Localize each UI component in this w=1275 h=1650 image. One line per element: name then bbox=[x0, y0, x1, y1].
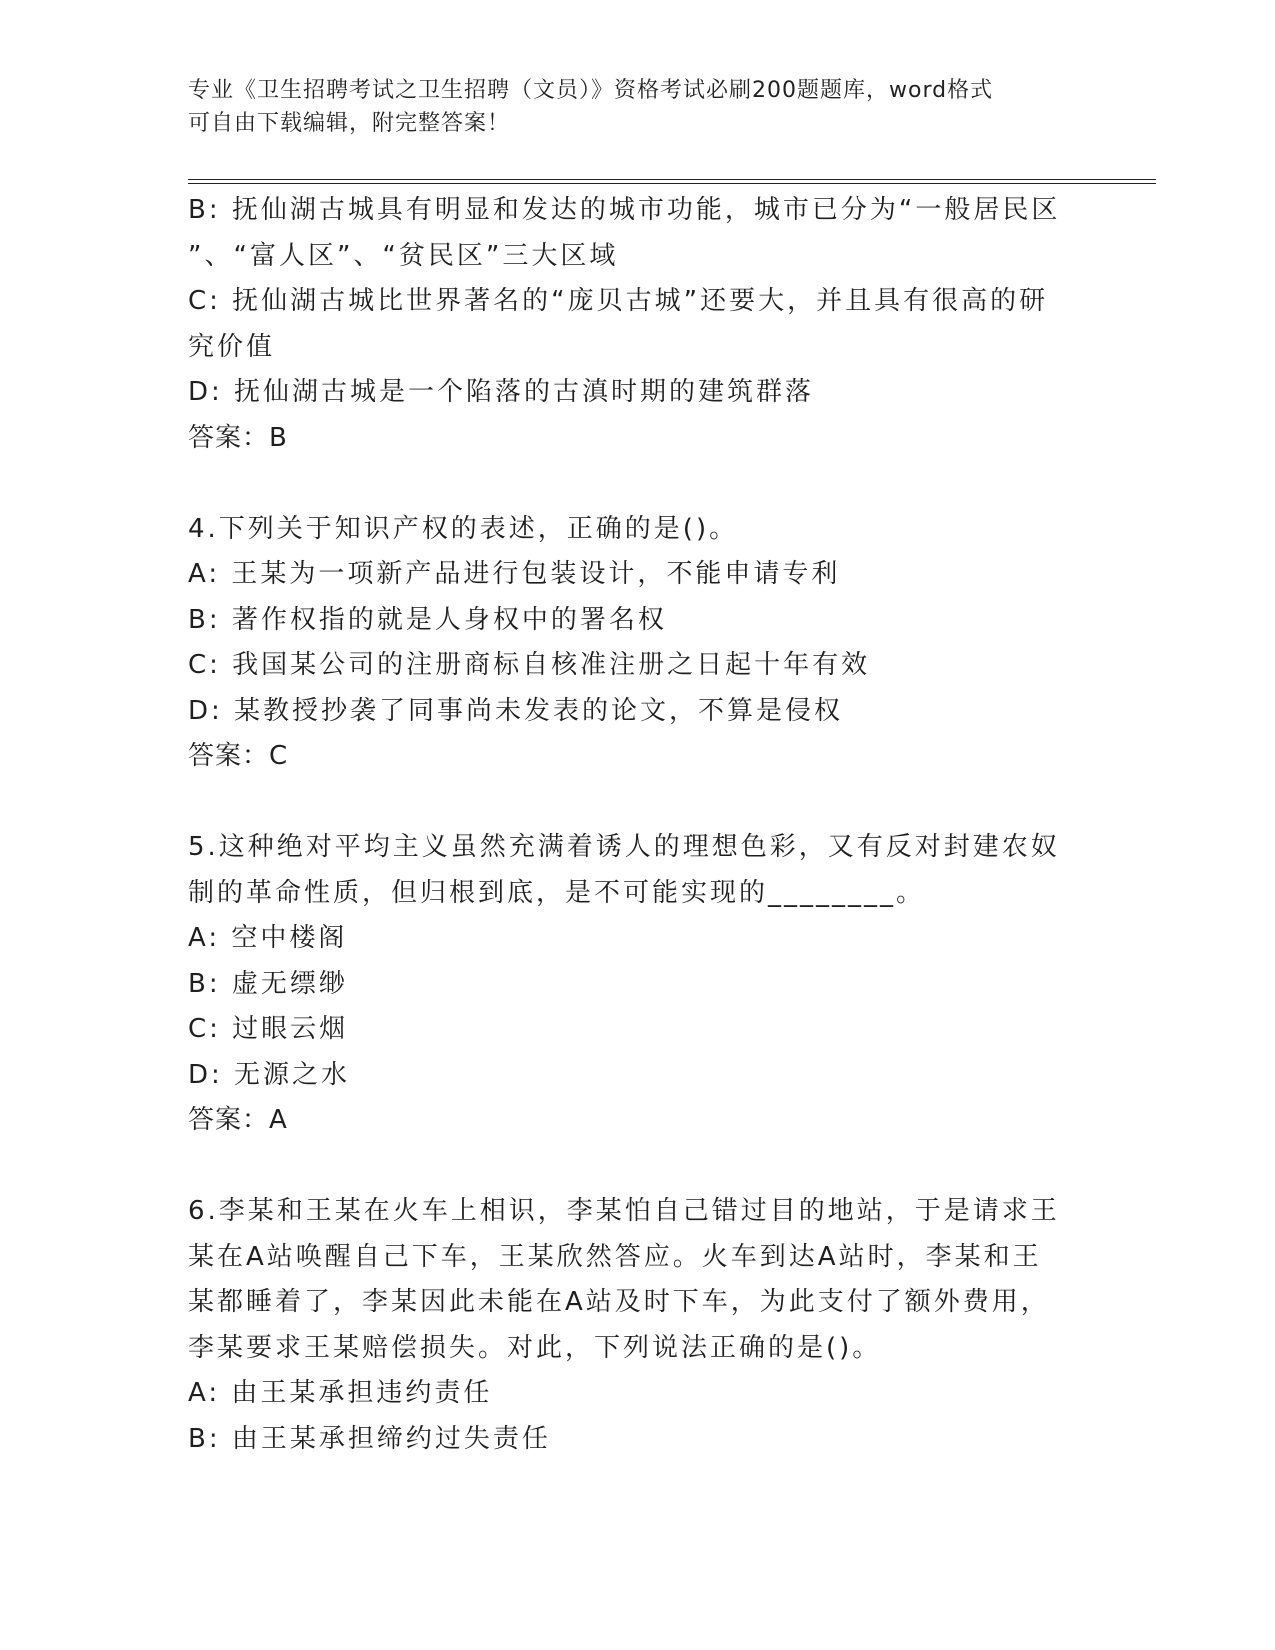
option-d: D: 抚仙湖古城是一个陷落的古滇时期的建筑群落 bbox=[188, 377, 815, 407]
question-stem: 4.下列关于知识产权的表述，正确的是()。 bbox=[188, 513, 739, 544]
document-body bbox=[188, 188, 1088, 1462]
header-divider-top bbox=[188, 179, 1156, 180]
option-d: D: 无源之水 bbox=[188, 1059, 351, 1090]
spacer bbox=[188, 461, 1088, 507]
header-line-1: 专业《卫生招聘考试之卫生招聘（文员）》资格考试必刷200题题库，word格式 bbox=[188, 78, 994, 103]
question-stem-line-2: 某在A站唤醒自己下车，王某欣然答应。火车到达A站时，李某和王 bbox=[188, 1241, 1042, 1272]
option-a: A: 王某为一项新产品进行包装设计，不能申请专利 bbox=[188, 559, 841, 589]
question-stem-line-3: 某都睡着了，李某因此未能在A站及时下车，为此支付了额外费用， bbox=[188, 1287, 1050, 1317]
question-6 bbox=[188, 1189, 1088, 1462]
document-header bbox=[188, 74, 1068, 140]
spacer bbox=[188, 780, 1088, 826]
option-a: A: 空中楼阁 bbox=[188, 923, 348, 953]
option-c-line-1: C: 抚仙湖古城比世界著名的“庞贝古城”还要大，并且具有很高的研 bbox=[188, 286, 1049, 316]
answer: 答案：C bbox=[188, 741, 289, 771]
option-a: A: 由王某承担违约责任 bbox=[188, 1378, 493, 1408]
question-5 bbox=[188, 825, 1088, 1144]
answer: 答案：B bbox=[188, 422, 288, 453]
spacer bbox=[188, 1144, 1088, 1190]
answer: 答案：A bbox=[188, 1105, 288, 1135]
option-c-line-2: 究价值 bbox=[188, 331, 276, 362]
option-b-line-2: ”、“富人区”、“贫民区”三大区域 bbox=[188, 240, 619, 271]
question-4 bbox=[188, 507, 1088, 780]
question-stem-line-1: 5.这种绝对平均主义虽然充满着诱人的理想色彩，又有反对封建农奴 bbox=[188, 832, 1060, 862]
question-stem-line-4: 李某要求王某赔偿损失。对此，下列说法正确的是()。 bbox=[188, 1332, 882, 1363]
option-c: C: 过眼云烟 bbox=[188, 1014, 349, 1044]
header-divider-bottom bbox=[188, 183, 1156, 184]
question-stem-line-2: 制的革命性质，但归根到底，是不可能实现的________。 bbox=[188, 877, 926, 908]
question-stem-line-1: 6.李某和王某在火车上相识，李某怕自己错过目的地站，于是请求王 bbox=[188, 1196, 1060, 1226]
option-b: B: 由王某承担缔约过失责任 bbox=[188, 1423, 551, 1454]
option-b-line-1: B: 抚仙湖古城具有明显和发达的城市功能，城市已分为“一般居民区 bbox=[188, 195, 1061, 225]
header-line-2: 可自由下载编辑，附完整答案！ bbox=[188, 111, 511, 136]
option-c: C: 我国某公司的注册商标自核准注册之日起十年有效 bbox=[188, 650, 871, 680]
question-3-tail bbox=[188, 188, 1088, 461]
option-d: D: 某教授抄袭了同事尚未发表的论文，不算是侵权 bbox=[188, 695, 844, 726]
option-b: B: 著作权指的就是人身权中的署名权 bbox=[188, 604, 667, 635]
option-b: B: 虚无缥缈 bbox=[188, 968, 348, 999]
